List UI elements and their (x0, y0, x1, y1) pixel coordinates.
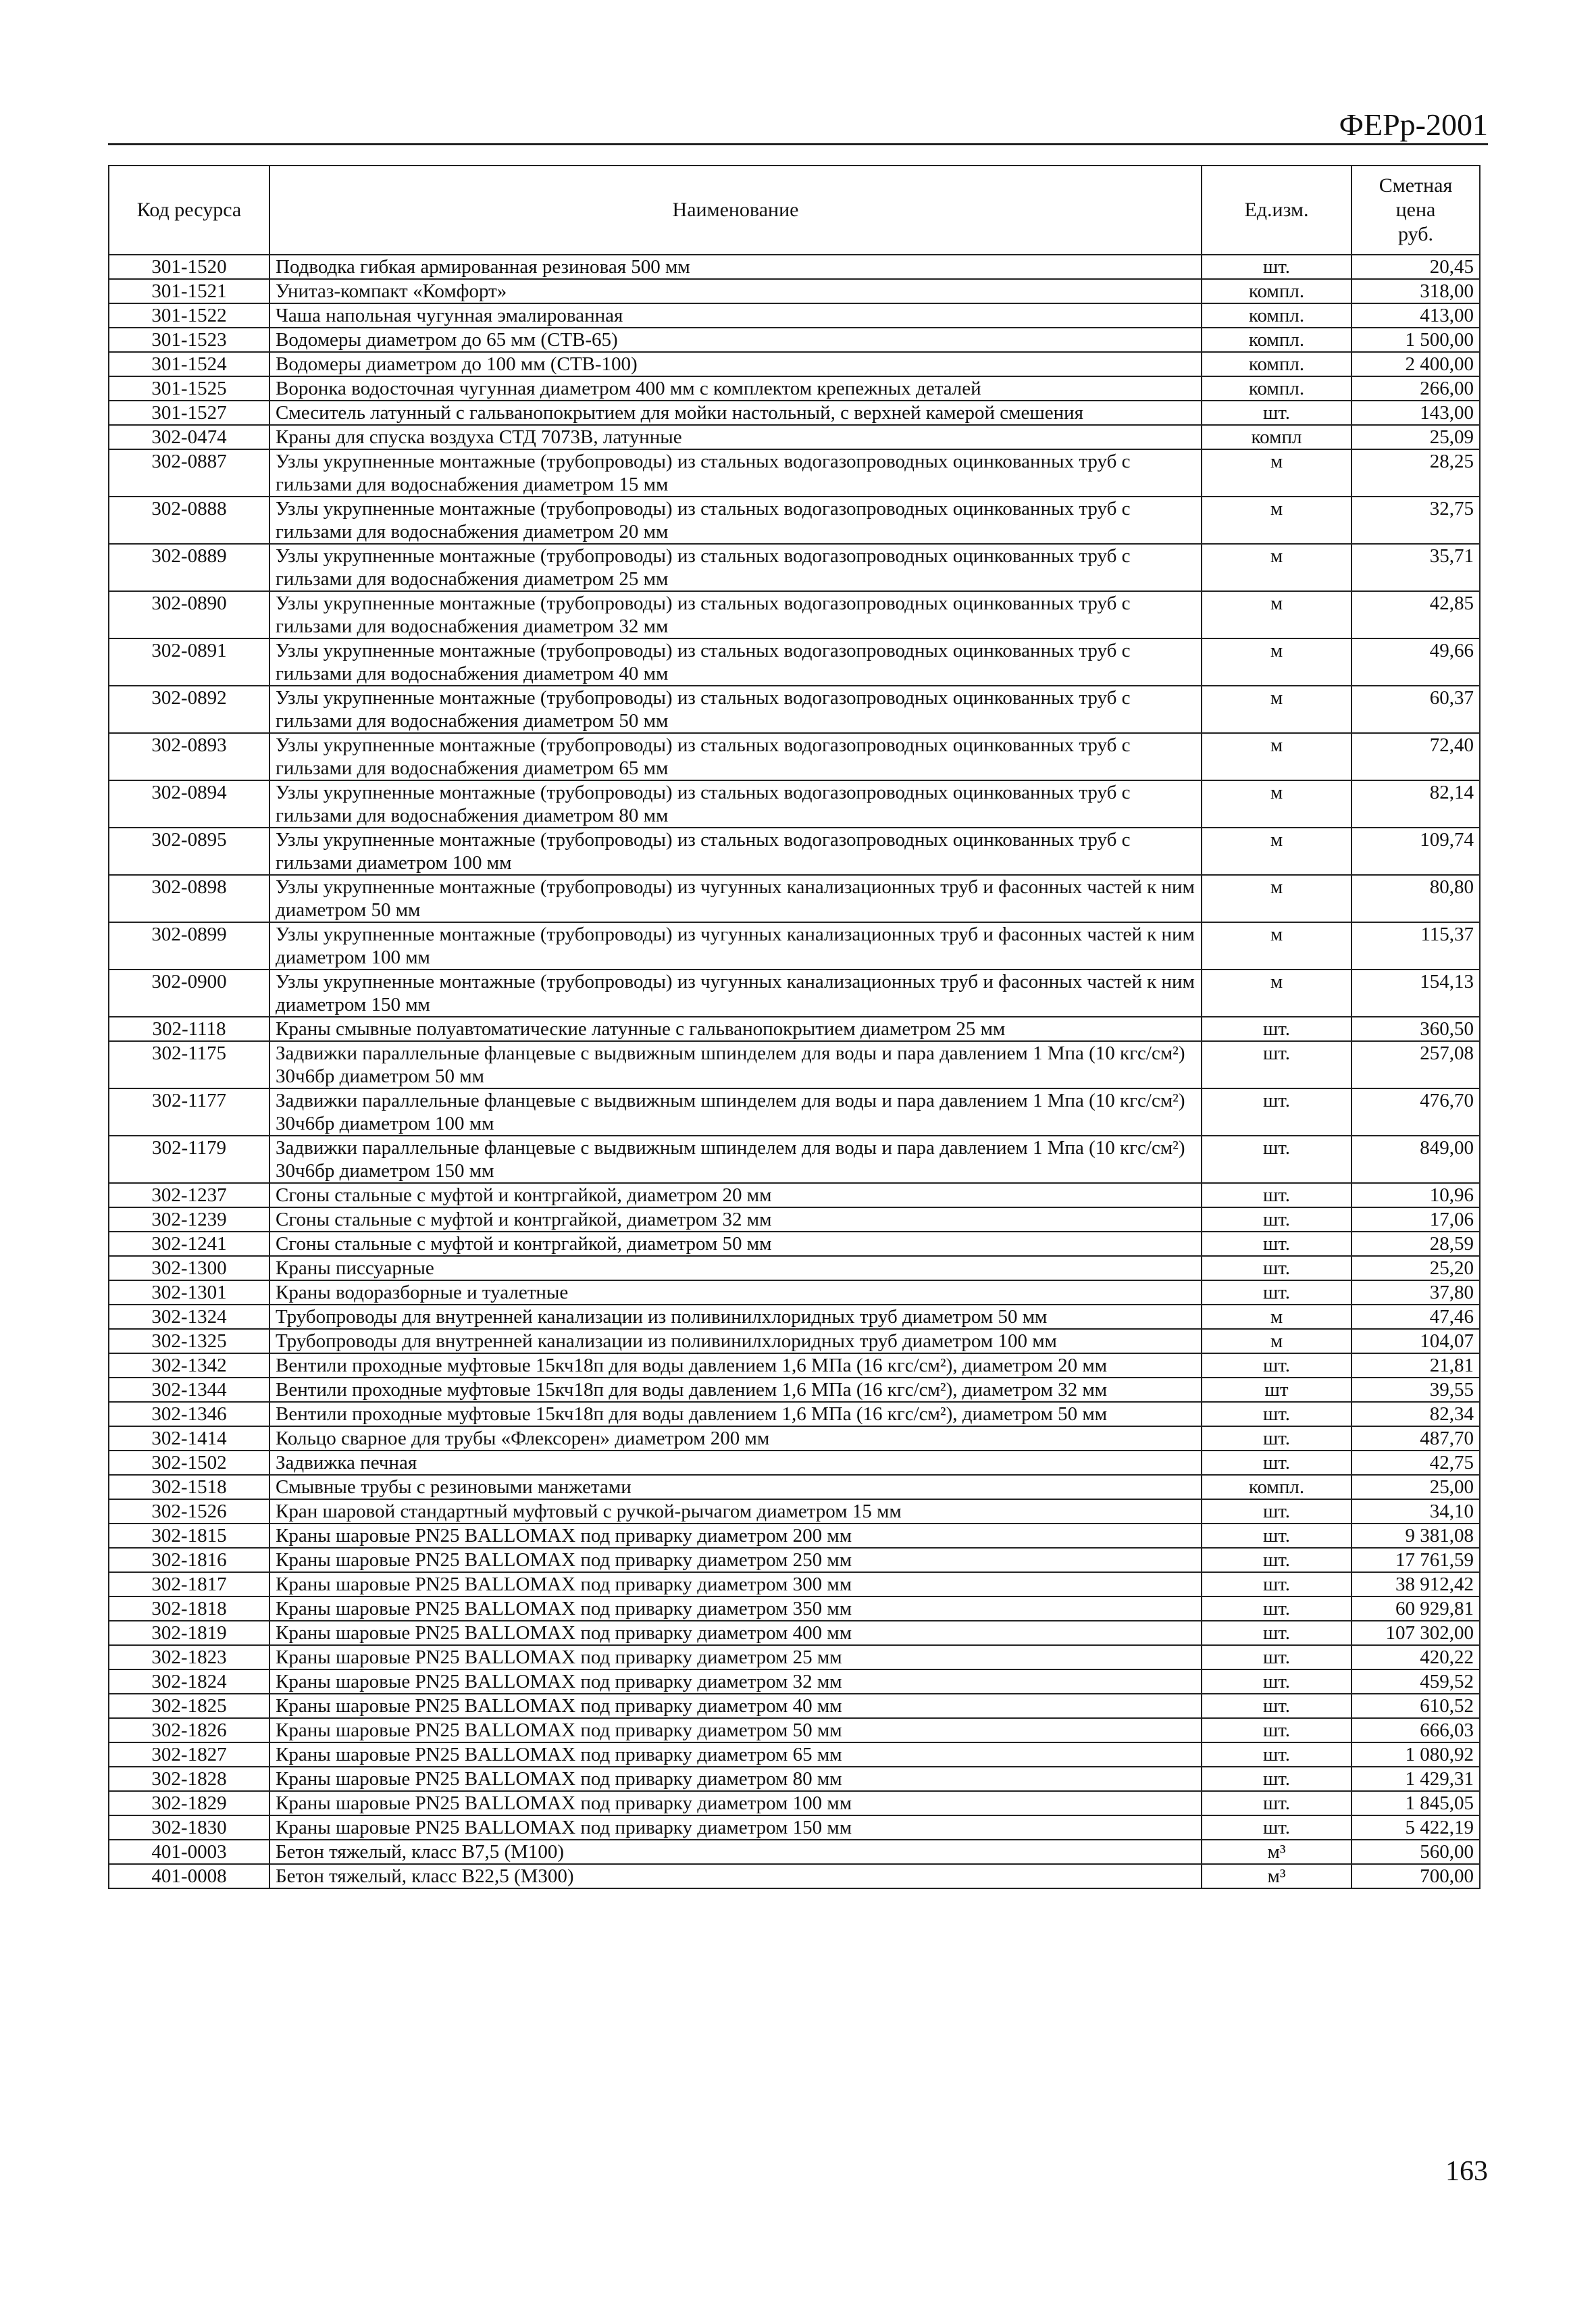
resource-name-cell: Краны шаровые PN25 BALLOMAX под приварку диаметром 40 мм (269, 1694, 1202, 1718)
unit-cell: м (1202, 591, 1352, 638)
resource-name-cell: Узлы укрупненные монтажные (трубопроводы) из стальных водогазопроводных оцинкованных труб с гильзами для водоснабжения диаметром 25 мм (269, 544, 1202, 591)
price-cell: 82,34 (1352, 1402, 1480, 1426)
table-row (109, 875, 1480, 922)
resource-code-cell: 302-1177 (109, 1088, 269, 1136)
price-cell: 104,07 (1352, 1329, 1480, 1353)
table-row (109, 1426, 1480, 1451)
resource-price-table (108, 165, 1481, 1889)
resource-name-cell: Узлы укрупненные монтажные (трубопроводы) из стальных водогазопроводных оцинкованных труб с гильзами диаметром 100 мм (269, 828, 1202, 875)
resource-name-cell: Трубопроводы для внутренней канализации из поливинилхлоридных труб диаметром 50 мм (269, 1305, 1202, 1329)
price-cell: 360,50 (1352, 1017, 1480, 1041)
table-row (109, 401, 1480, 425)
table-row (109, 1041, 1480, 1088)
price-cell: 25,20 (1352, 1256, 1480, 1280)
resource-code-cell: 302-0894 (109, 780, 269, 828)
unit-cell: шт. (1202, 1041, 1352, 1088)
price-cell: 1 500,00 (1352, 328, 1480, 352)
price-cell: 610,52 (1352, 1694, 1480, 1718)
price-cell: 318,00 (1352, 279, 1480, 303)
price-cell: 42,75 (1352, 1451, 1480, 1475)
resource-code-cell: 302-1239 (109, 1207, 269, 1232)
price-cell: 38 912,42 (1352, 1572, 1480, 1596)
resource-name-cell: Задвижки параллельные фланцевые с выдвижным шпинделем для воды и пара давлением 1 Мпа (10 кгс/см²) 30ч6бр диаметром 150 мм (269, 1136, 1202, 1183)
table-row (109, 544, 1480, 591)
price-cell: 10,96 (1352, 1183, 1480, 1207)
unit-cell: м (1202, 686, 1352, 733)
resource-name-cell: Узлы укрупненные монтажные (трубопроводы) из стальных водогазопроводных оцинкованных труб с гильзами для водоснабжения диаметром 32 мм (269, 591, 1202, 638)
resource-code-cell: 302-0899 (109, 922, 269, 970)
unit-cell: м (1202, 1305, 1352, 1329)
table-row (109, 1305, 1480, 1329)
unit-cell: шт. (1202, 1280, 1352, 1305)
unit-cell: компл. (1202, 279, 1352, 303)
resource-name-cell: Краны шаровые PN25 BALLOMAX под приварку диаметром 80 мм (269, 1767, 1202, 1791)
table-row (109, 1694, 1480, 1718)
table-row (109, 303, 1480, 328)
unit-cell: компл. (1202, 376, 1352, 401)
resource-name-cell: Узлы укрупненные монтажные (трубопроводы) из стальных водогазопроводных оцинкованных труб с гильзами для водоснабжения диаметром 15 мм (269, 449, 1202, 497)
table-body (109, 255, 1480, 1888)
unit-cell: шт. (1202, 1426, 1352, 1451)
price-cell: 107 302,00 (1352, 1621, 1480, 1645)
unit-cell: компл. (1202, 303, 1352, 328)
price-cell: 143,00 (1352, 401, 1480, 425)
resource-code-cell: 302-0888 (109, 497, 269, 544)
price-cell: 47,46 (1352, 1305, 1480, 1329)
resource-name-cell: Задвижки параллельные фланцевые с выдвижным шпинделем для воды и пара давлением 1 Мпа (10 кгс/см²) 30ч6бр диаметром 100 мм (269, 1088, 1202, 1136)
unit-cell: шт. (1202, 1524, 1352, 1548)
price-cell: 560,00 (1352, 1840, 1480, 1864)
unit-cell: компл. (1202, 1475, 1352, 1499)
resource-code-cell: 302-0900 (109, 970, 269, 1017)
resource-code-cell: 302-1414 (109, 1426, 269, 1451)
unit-cell: м (1202, 875, 1352, 922)
table-row (109, 1207, 1480, 1232)
resource-code-cell: 301-1522 (109, 303, 269, 328)
unit-cell: шт. (1202, 1596, 1352, 1621)
unit-cell: м (1202, 638, 1352, 686)
column-header-name: Наименование (269, 166, 1202, 255)
resource-name-cell: Узлы укрупненные монтажные (трубопроводы) из стальных водогазопроводных оцинкованных труб с гильзами для водоснабжения диаметром 50 мм (269, 686, 1202, 733)
table-row (109, 1280, 1480, 1305)
resource-name-cell: Смывные трубы с резиновыми манжетами (269, 1475, 1202, 1499)
unit-cell: шт. (1202, 1815, 1352, 1840)
price-cell: 1 845,05 (1352, 1791, 1480, 1815)
table-row (109, 279, 1480, 303)
column-header-code: Код ресурса (109, 166, 269, 255)
resource-name-cell: Краны водоразборные и туалетные (269, 1280, 1202, 1305)
resource-name-cell: Краны шаровые PN25 BALLOMAX под приварку диаметром 25 мм (269, 1645, 1202, 1669)
resource-code-cell: 302-1300 (109, 1256, 269, 1280)
page-number: 163 (1445, 2156, 1488, 2187)
resource-code-cell: 302-1816 (109, 1548, 269, 1572)
table-row (109, 1572, 1480, 1596)
resource-code-cell: 301-1525 (109, 376, 269, 401)
resource-name-cell: Бетон тяжелый, класс В7,5 (М100) (269, 1840, 1202, 1864)
unit-cell: шт. (1202, 1669, 1352, 1694)
resource-code-cell: 302-1175 (109, 1041, 269, 1088)
table-row (109, 255, 1480, 279)
table-row (109, 1718, 1480, 1742)
table-row (109, 1017, 1480, 1041)
price-cell: 20,45 (1352, 255, 1480, 279)
price-cell: 413,00 (1352, 303, 1480, 328)
unit-cell: м (1202, 922, 1352, 970)
resource-name-cell: Вентили проходные муфтовые 15кч18п для воды давлением 1,6 МПа (16 кгс/см²), диаметром 20 мм (269, 1353, 1202, 1378)
table-row (109, 1088, 1480, 1136)
resource-name-cell: Узлы укрупненные монтажные (трубопроводы) из стальных водогазопроводных оцинкованных труб с гильзами для водоснабжения диаметром 80 мм (269, 780, 1202, 828)
price-cell: 25,09 (1352, 425, 1480, 449)
resource-code-cell: 301-1527 (109, 401, 269, 425)
table-row (109, 1329, 1480, 1353)
header-divider (108, 143, 1488, 145)
table-row (109, 328, 1480, 352)
table-row (109, 922, 1480, 970)
table-row (109, 1669, 1480, 1694)
table-row (109, 1451, 1480, 1475)
column-header-unit: Ед.изм. (1202, 166, 1352, 255)
table-row (109, 970, 1480, 1017)
resource-name-cell: Вентили проходные муфтовые 15кч18п для воды давлением 1,6 МПа (16 кгс/см²), диаметром 50 мм (269, 1402, 1202, 1426)
unit-cell: шт. (1202, 1256, 1352, 1280)
unit-cell: м (1202, 733, 1352, 780)
unit-cell: шт. (1202, 1088, 1352, 1136)
column-header-price: Сметная цена руб. (1352, 166, 1480, 255)
table-row (109, 1840, 1480, 1864)
table-row (109, 1183, 1480, 1207)
resource-code-cell: 302-1325 (109, 1329, 269, 1353)
table-row (109, 780, 1480, 828)
resource-code-cell: 401-0003 (109, 1840, 269, 1864)
table-row (109, 1232, 1480, 1256)
table-row (109, 497, 1480, 544)
unit-cell: шт. (1202, 1017, 1352, 1041)
resource-name-cell: Бетон тяжелый, класс В22,5 (М300) (269, 1864, 1202, 1888)
resource-name-cell: Трубопроводы для внутренней канализации из поливинилхлоридных труб диаметром 100 мм (269, 1329, 1202, 1353)
price-cell: 37,80 (1352, 1280, 1480, 1305)
document-code: ФЕРр-2001 (1339, 107, 1488, 142)
resource-name-cell: Вентили проходные муфтовые 15кч18п для воды давлением 1,6 МПа (16 кгс/см²), диаметром 32 мм (269, 1378, 1202, 1402)
resource-name-cell: Краны писсуарные (269, 1256, 1202, 1280)
table-row (109, 1864, 1480, 1888)
table-row (109, 1742, 1480, 1767)
resource-name-cell: Узлы укрупненные монтажные (трубопроводы) из чугунных канализационных труб и фасонных частей к ним диаметром 100 мм (269, 922, 1202, 970)
unit-cell: м (1202, 497, 1352, 544)
resource-code-cell: 301-1523 (109, 328, 269, 352)
unit-cell: м (1202, 970, 1352, 1017)
resource-name-cell: Смеситель латунный с гальванопокрытием для мойки настольный, с верхней камерой смешения (269, 401, 1202, 425)
resource-name-cell: Краны шаровые PN25 BALLOMAX под приварку диаметром 350 мм (269, 1596, 1202, 1621)
table-row (109, 352, 1480, 376)
unit-cell: шт. (1202, 1402, 1352, 1426)
resource-code-cell: 401-0008 (109, 1864, 269, 1888)
resource-name-cell: Задвижка печная (269, 1451, 1202, 1475)
price-cell: 49,66 (1352, 638, 1480, 686)
unit-cell: м³ (1202, 1840, 1352, 1864)
price-cell: 72,40 (1352, 733, 1480, 780)
unit-cell: м (1202, 828, 1352, 875)
price-cell: 34,10 (1352, 1499, 1480, 1524)
unit-cell: шт. (1202, 1621, 1352, 1645)
resource-code-cell: 302-1502 (109, 1451, 269, 1475)
unit-cell: шт. (1202, 1742, 1352, 1767)
resource-name-cell: Унитаз-компакт «Комфорт» (269, 279, 1202, 303)
resource-name-cell: Краны шаровые PN25 BALLOMAX под приварку диаметром 200 мм (269, 1524, 1202, 1548)
resource-name-cell: Краны смывные полуавтоматические латунные с гальванопокрытием диаметром 25 мм (269, 1017, 1202, 1041)
resource-name-cell: Сгоны стальные с муфтой и контргайкой, диаметром 32 мм (269, 1207, 1202, 1232)
resource-name-cell: Водомеры диаметром до 65 мм (СТВ-65) (269, 328, 1202, 352)
resource-name-cell: Сгоны стальные с муфтой и контргайкой, диаметром 20 мм (269, 1183, 1202, 1207)
resource-code-cell: 302-0890 (109, 591, 269, 638)
unit-cell: шт. (1202, 1499, 1352, 1524)
price-cell: 115,37 (1352, 922, 1480, 970)
price-cell: 39,55 (1352, 1378, 1480, 1402)
unit-cell: шт. (1202, 1451, 1352, 1475)
resource-name-cell: Задвижки параллельные фланцевые с выдвижным шпинделем для воды и пара давлением 1 Мпа (10 кгс/см²) 30ч6бр диаметром 50 мм (269, 1041, 1202, 1088)
resource-code-cell: 302-1301 (109, 1280, 269, 1305)
resource-code-cell: 302-1829 (109, 1791, 269, 1815)
resource-code-cell: 302-1526 (109, 1499, 269, 1524)
resource-name-cell: Краны шаровые PN25 BALLOMAX под приварку диаметром 300 мм (269, 1572, 1202, 1596)
resource-name-cell: Краны шаровые PN25 BALLOMAX под приварку диаметром 65 мм (269, 1742, 1202, 1767)
resource-code-cell: 302-1815 (109, 1524, 269, 1548)
price-cell: 5 422,19 (1352, 1815, 1480, 1840)
unit-cell: компл. (1202, 352, 1352, 376)
resource-code-cell: 302-1824 (109, 1669, 269, 1694)
price-cell: 17 761,59 (1352, 1548, 1480, 1572)
resource-code-cell: 302-1828 (109, 1767, 269, 1791)
resource-code-cell: 302-1830 (109, 1815, 269, 1840)
table-row (109, 449, 1480, 497)
resource-name-cell: Узлы укрупненные монтажные (трубопроводы) из чугунных канализационных труб и фасонных частей к ним диаметром 50 мм (269, 875, 1202, 922)
unit-cell: шт. (1202, 1207, 1352, 1232)
price-cell: 1 080,92 (1352, 1742, 1480, 1767)
resource-name-cell: Краны шаровые PN25 BALLOMAX под приварку диаметром 32 мм (269, 1669, 1202, 1694)
table-row (109, 1596, 1480, 1621)
resource-code-cell: 302-1818 (109, 1596, 269, 1621)
resource-code-cell: 301-1520 (109, 255, 269, 279)
price-cell: 35,71 (1352, 544, 1480, 591)
resource-name-cell: Узлы укрупненные монтажные (трубопроводы) из стальных водогазопроводных оцинкованных труб с гильзами для водоснабжения диаметром 65 мм (269, 733, 1202, 780)
unit-cell: м (1202, 449, 1352, 497)
price-cell: 459,52 (1352, 1669, 1480, 1694)
table-row (109, 1548, 1480, 1572)
table-row (109, 1475, 1480, 1499)
price-cell: 42,85 (1352, 591, 1480, 638)
price-cell: 60,37 (1352, 686, 1480, 733)
table-row (109, 1791, 1480, 1815)
unit-cell: шт. (1202, 1353, 1352, 1378)
resource-code-cell: 302-1518 (109, 1475, 269, 1499)
table-row (109, 1353, 1480, 1378)
resource-name-cell: Кран шаровой стандартный муфтовый с ручкой-рычагом диаметром 15 мм (269, 1499, 1202, 1524)
unit-cell: шт. (1202, 1645, 1352, 1669)
price-cell: 420,22 (1352, 1645, 1480, 1669)
price-cell: 476,70 (1352, 1088, 1480, 1136)
resource-name-cell: Узлы укрупненные монтажные (трубопроводы) из чугунных канализационных труб и фасонных частей к ним диаметром 150 мм (269, 970, 1202, 1017)
unit-cell: компл (1202, 425, 1352, 449)
price-cell: 257,08 (1352, 1041, 1480, 1088)
resource-name-cell: Краны шаровые PN25 BALLOMAX под приварку диаметром 150 мм (269, 1815, 1202, 1840)
table-row (109, 1136, 1480, 1183)
resource-name-cell: Краны шаровые PN25 BALLOMAX под приварку диаметром 250 мм (269, 1548, 1202, 1572)
price-cell: 109,74 (1352, 828, 1480, 875)
resource-code-cell: 302-1819 (109, 1621, 269, 1645)
price-cell: 21,81 (1352, 1353, 1480, 1378)
resource-code-cell: 302-1179 (109, 1136, 269, 1183)
unit-cell: шт. (1202, 1718, 1352, 1742)
unit-cell: шт. (1202, 1183, 1352, 1207)
unit-cell: шт (1202, 1378, 1352, 1402)
price-cell: 25,00 (1352, 1475, 1480, 1499)
unit-cell: шт. (1202, 1232, 1352, 1256)
resource-name-cell: Узлы укрупненные монтажные (трубопроводы) из стальных водогазопроводных оцинкованных труб с гильзами для водоснабжения диаметром 20 мм (269, 497, 1202, 544)
resource-code-cell: 302-0891 (109, 638, 269, 686)
unit-cell: компл. (1202, 328, 1352, 352)
resource-code-cell: 302-1342 (109, 1353, 269, 1378)
table-row (109, 1815, 1480, 1840)
resource-code-cell: 302-1324 (109, 1305, 269, 1329)
unit-cell: шт. (1202, 1767, 1352, 1791)
resource-code-cell: 302-0892 (109, 686, 269, 733)
price-cell: 700,00 (1352, 1864, 1480, 1888)
table-row (109, 1499, 1480, 1524)
table-row (109, 1645, 1480, 1669)
price-cell: 28,59 (1352, 1232, 1480, 1256)
table-row (109, 1402, 1480, 1426)
resource-code-cell: 302-1344 (109, 1378, 269, 1402)
resource-name-cell: Водомеры диаметром до 100 мм (СТВ-100) (269, 352, 1202, 376)
resource-code-cell: 302-0893 (109, 733, 269, 780)
resource-name-cell: Краны шаровые PN25 BALLOMAX под приварку диаметром 100 мм (269, 1791, 1202, 1815)
table-row (109, 376, 1480, 401)
table-row (109, 425, 1480, 449)
resource-code-cell: 302-1241 (109, 1232, 269, 1256)
resource-code-cell: 302-1827 (109, 1742, 269, 1767)
table-header-row (109, 166, 1480, 255)
unit-cell: шт. (1202, 255, 1352, 279)
price-cell: 32,75 (1352, 497, 1480, 544)
price-cell: 82,14 (1352, 780, 1480, 828)
resource-code-cell: 302-1118 (109, 1017, 269, 1041)
price-cell: 487,70 (1352, 1426, 1480, 1451)
price-cell: 849,00 (1352, 1136, 1480, 1183)
table-row (109, 1621, 1480, 1645)
unit-cell: м (1202, 544, 1352, 591)
price-cell: 9 381,08 (1352, 1524, 1480, 1548)
table-row (109, 638, 1480, 686)
resource-code-cell: 302-0889 (109, 544, 269, 591)
unit-cell: м (1202, 1329, 1352, 1353)
resource-code-cell: 301-1524 (109, 352, 269, 376)
price-cell: 266,00 (1352, 376, 1480, 401)
table-row (109, 828, 1480, 875)
unit-cell: шт. (1202, 1791, 1352, 1815)
price-cell: 2 400,00 (1352, 352, 1480, 376)
resource-code-cell: 302-0895 (109, 828, 269, 875)
table-row (109, 686, 1480, 733)
resource-code-cell: 302-1817 (109, 1572, 269, 1596)
unit-cell: шт. (1202, 1572, 1352, 1596)
resource-code-cell: 302-0898 (109, 875, 269, 922)
table-row (109, 1256, 1480, 1280)
price-cell: 28,25 (1352, 449, 1480, 497)
table-row (109, 1378, 1480, 1402)
unit-cell: шт. (1202, 1694, 1352, 1718)
resource-name-cell: Узлы укрупненные монтажные (трубопроводы) из стальных водогазопроводных оцинкованных труб с гильзами для водоснабжения диаметром 40 мм (269, 638, 1202, 686)
unit-cell: шт. (1202, 1136, 1352, 1183)
unit-cell: м³ (1202, 1864, 1352, 1888)
unit-cell: м (1202, 780, 1352, 828)
price-cell: 17,06 (1352, 1207, 1480, 1232)
resource-code-cell: 302-0474 (109, 425, 269, 449)
table-row (109, 1524, 1480, 1548)
resource-code-cell: 302-1237 (109, 1183, 269, 1207)
price-cell: 80,80 (1352, 875, 1480, 922)
price-cell: 60 929,81 (1352, 1596, 1480, 1621)
resource-name-cell: Краны шаровые PN25 BALLOMAX под приварку диаметром 400 мм (269, 1621, 1202, 1645)
resource-code-cell: 302-1823 (109, 1645, 269, 1669)
resource-name-cell: Воронка водосточная чугунная диаметром 400 мм с комплектом крепежных деталей (269, 376, 1202, 401)
resource-name-cell: Краны шаровые PN25 BALLOMAX под приварку диаметром 50 мм (269, 1718, 1202, 1742)
table-row (109, 733, 1480, 780)
resource-code-cell: 302-0887 (109, 449, 269, 497)
resource-code-cell: 302-1346 (109, 1402, 269, 1426)
resource-name-cell: Чаша напольная чугунная эмалированная (269, 303, 1202, 328)
resource-name-cell: Сгоны стальные с муфтой и контргайкой, диаметром 50 мм (269, 1232, 1202, 1256)
resource-name-cell: Подводка гибкая армированная резиновая 500 мм (269, 255, 1202, 279)
resource-name-cell: Краны для спуска воздуха СТД 7073В, латунные (269, 425, 1202, 449)
unit-cell: шт. (1202, 401, 1352, 425)
table-row (109, 1767, 1480, 1791)
price-cell: 1 429,31 (1352, 1767, 1480, 1791)
resource-code-cell: 301-1521 (109, 279, 269, 303)
price-cell: 666,03 (1352, 1718, 1480, 1742)
resource-name-cell: Кольцо сварное для трубы «Флексорен» диаметром 200 мм (269, 1426, 1202, 1451)
unit-cell: шт. (1202, 1548, 1352, 1572)
price-cell: 154,13 (1352, 970, 1480, 1017)
resource-code-cell: 302-1825 (109, 1694, 269, 1718)
table-row (109, 591, 1480, 638)
resource-code-cell: 302-1826 (109, 1718, 269, 1742)
